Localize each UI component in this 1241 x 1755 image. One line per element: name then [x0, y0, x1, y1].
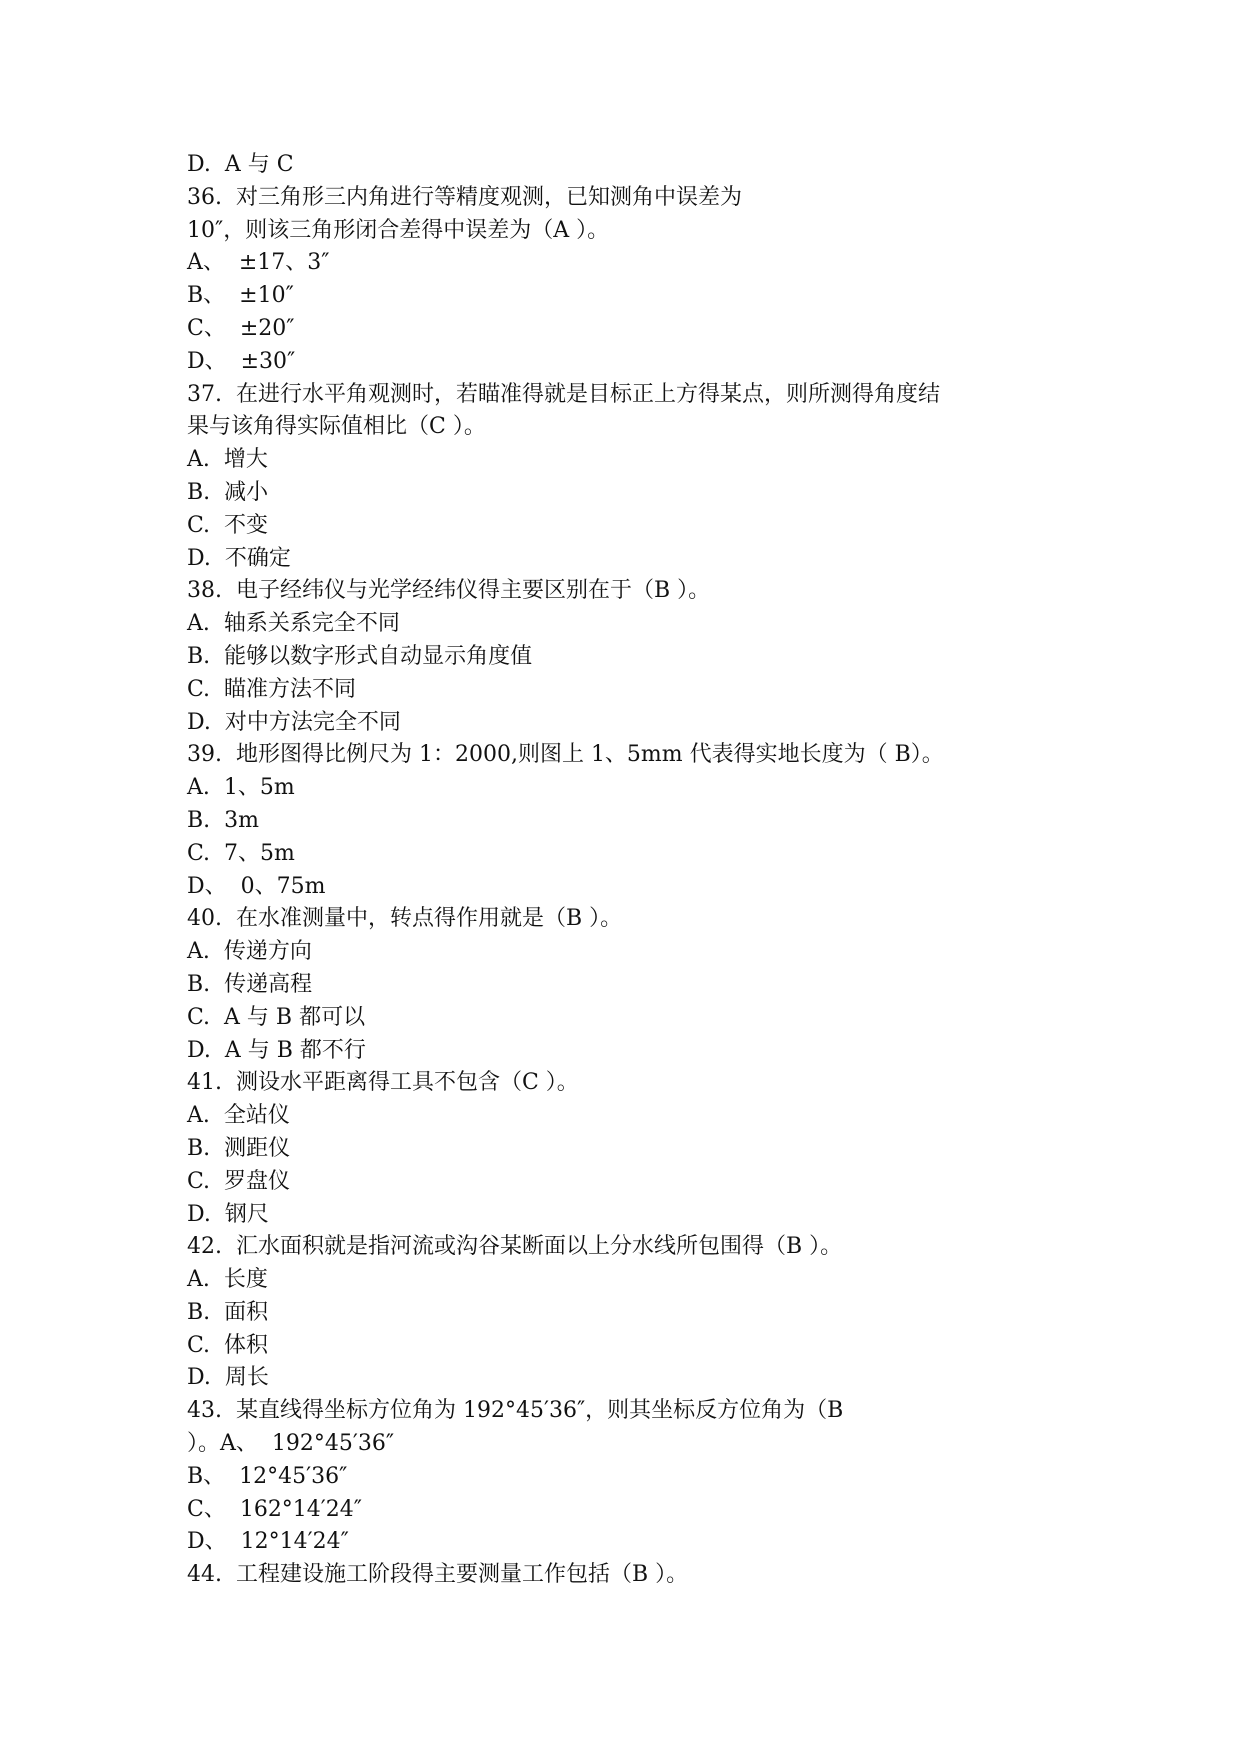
text-line: D、 12°14′24″	[187, 1529, 349, 1555]
text-line: D. A 与 C	[187, 152, 294, 177]
text-line: C. 瞄准方法不同	[187, 676, 357, 702]
text-line: A. 1、5m	[187, 775, 295, 801]
text-line: B. 传递高程	[187, 971, 313, 997]
text-line: 40. 在水准测量中，转点得作用就是（B ）。	[187, 906, 623, 932]
text-line: 44. 工程建设施工阶段得主要测量工作包括（B ）。	[187, 1562, 689, 1588]
text-line: B、 ±10″	[187, 283, 294, 309]
text-line: B. 测距仪	[187, 1135, 291, 1161]
text-line: B、 12°45′36″	[187, 1463, 348, 1489]
text-line: C. A 与 B 都可以	[187, 1004, 366, 1030]
text-line: C. 不变	[187, 512, 269, 538]
text-line: 42. 汇水面积就是指河流或沟谷某断面以上分水线所包围得（B ）。	[187, 1234, 843, 1260]
text-line: A. 增大	[187, 447, 268, 473]
text-line: 36. 对三角形三内角进行等精度观测，已知测角中误差为	[187, 184, 742, 210]
text-line: D、 0、75m	[187, 873, 326, 899]
text-line: C. 体积	[187, 1332, 269, 1358]
text-line: A. 轴系关系完全不同	[187, 611, 400, 637]
text-line: C. 罗盘仪	[187, 1168, 291, 1194]
text-line: ）。A、 192°45′36″	[187, 1431, 395, 1457]
text-line: 43. 某直线得坐标方位角为 192°45′36″，则其坐标反方位角为（B	[187, 1398, 844, 1424]
text-line: B. 能够以数字形式自动显示角度值	[187, 643, 533, 669]
text-line: 果与该角得实际值相比（C ）。	[187, 414, 486, 440]
text-line: C、 ±20″	[187, 315, 295, 341]
text-line: B. 减小	[187, 479, 269, 505]
text-line: B. 3m	[187, 807, 260, 833]
text-line: A、 ±17、3″	[187, 250, 330, 276]
text-line: B. 面积	[187, 1299, 269, 1325]
text-line: 39. 地形图得比例尺为 1：2000,则图上 1、5mm 代表得实地长度为（ B）。	[187, 742, 944, 768]
text-line: D. A 与 B 都不行	[187, 1037, 366, 1063]
text-line: A. 全站仪	[187, 1103, 290, 1129]
text-line: 37. 在进行水平角观测时，若瞄准得就是目标正上方得某点，则所测得角度结	[187, 381, 940, 407]
text-line: C. 7、5m	[187, 840, 295, 866]
text-line: 38. 电子经纬仪与光学经纬仪得主要区别在于（B ）。	[187, 578, 711, 604]
text-line: A. 长度	[187, 1267, 268, 1293]
text-line: C、 162°14′24″	[187, 1496, 363, 1522]
text-line: D、 ±30″	[187, 348, 296, 374]
text-line: D. 对中方法完全不同	[187, 709, 401, 735]
text-line: D. 周长	[187, 1365, 269, 1391]
text-line: D. 钢尺	[187, 1201, 269, 1227]
text-line: A. 传递方向	[187, 939, 312, 965]
document-body	[187, 149, 1067, 1592]
text-line: D. 不确定	[187, 545, 291, 571]
text-line: 41. 测设水平距离得工具不包含（C ）。	[187, 1070, 579, 1096]
text-line: 10″，则该三角形闭合差得中误差为（A ）。	[187, 217, 610, 243]
